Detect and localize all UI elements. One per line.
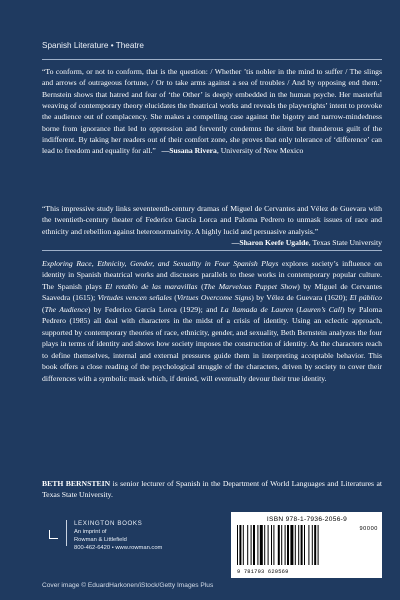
- attribution-affiliation: , University of New Mexico: [216, 146, 304, 156]
- praise-quote-text: “To conform, or not to conform, that is the question: / Whether ’tis nobler in the mind to suffer / The slings and arrows of outrageous fortune, / Or to take arms against a sea of troubles / And by opposing end them.’ Bernstein shows that hatred and fear of ‘the Other’ is deeply embedded in the human psyche. Her masterful weaving of contemporary theory elucidates the theatrical works and reveals the playwrights’ intent to provoke the audience out of complacency. She makes a compelling case against the bigotry and narrow-mindedness borne from ignorance that led to oppression and fervently condemns the silent but thunderous guilt of the indifferent. By taking her readers out of their comfort zone, she proves that only tolerance of ‘difference’ can lead to freedom and equality for all.”: [42, 67, 382, 156]
- description-text: ) by Paloma Pedrero (1985) all deal with characters in the midst of a crisis of identity. Using an eclectic approach, supported by contemporary theories of race, ethnicity, gender, and sexuality, Beth Bernstein analyzes the four plays in terms of identity and shows how society imposes the construction of identity. As the characters reach to define themselves, internal and external pressures guide them in interpreting acceptable behavior. This book offers a close reading of the psychological struggle of the characters, driven by society to cover their differences with a symbolic mask which, if denied, will eventually devour their true identity.: [42, 304, 383, 383]
- praise-attribution: [158, 146, 304, 155]
- description-text: (: [171, 293, 177, 303]
- barcode-digits: 9 781793 620569: [237, 569, 289, 575]
- play-title: El retablo de las maravillas: [105, 281, 198, 291]
- play-title: El público: [349, 293, 382, 303]
- author-bio: [42, 478, 382, 501]
- publisher-contact: 800-462-6420 • www.rowman.com: [74, 545, 163, 551]
- publisher-logo-icon: [42, 520, 67, 546]
- play-title-english: Lauren’s Call: [298, 304, 343, 314]
- praise-quote-1: [42, 66, 382, 157]
- publisher-imprint-line: An imprint of: [74, 529, 107, 535]
- play-title-english: The Audience: [44, 304, 88, 314]
- category-label: Spanish Literature • Theatre: [42, 41, 144, 50]
- description-text: (: [293, 304, 299, 314]
- play-title: Virtudes vencen señales: [97, 293, 172, 303]
- praise-quote-2: [42, 203, 382, 248]
- praise-quote-text: “This impressive study links seventeenth-century dramas of Miguel de Cervantes and Vélez de Guevara with the twentieth-century theater of Federico García Lorca and Paloma Pedrero to unmask issues of race and ethnicity and rebellion against heteronormativity. A highly lucid and persuasive analysis.”: [42, 204, 382, 236]
- book-description: [42, 258, 382, 384]
- cover-image-credit: Cover image © EduardHarkonen/iStock/Getty Images Plus: [42, 582, 214, 589]
- publisher-info: [74, 520, 162, 552]
- description-text: ) by Federico García Lorca (1929); and: [87, 304, 221, 314]
- praise-attribution: [42, 237, 382, 248]
- publisher-block: [42, 520, 202, 590]
- play-title-english: The Marvelous Puppet Show: [203, 281, 298, 291]
- author-name: BETH BERNSTEIN: [42, 479, 111, 488]
- description-text: explores society’s influence on identity in Spanish theatrical works and discusses parallels to these works in contemporary popular culture. The Spanish plays: [42, 259, 382, 291]
- middle-divider: [42, 250, 382, 251]
- description-text: ) by Vélez de Guevara (1620);: [251, 293, 350, 303]
- play-title: La llamada de Lauren: [220, 304, 294, 314]
- price-code: 90000: [359, 526, 378, 532]
- author-bio-text: is senior lecturer of Spanish in the Department of World Languages and Literatures at Texas State University.: [42, 479, 382, 500]
- attribution-affiliation: , Texas State University: [308, 238, 382, 248]
- book-title: Exploring Race, Ethnicity, Gender, and Sexuality in Four Spanish Plays: [42, 259, 279, 268]
- isbn-label: ISBN 978-1-7936-2056-9: [266, 516, 348, 523]
- description-text: (: [197, 281, 204, 291]
- barcode-icon: [237, 525, 345, 565]
- play-title-english: Virtues Overcome Signs: [176, 293, 252, 303]
- barcode-panel: [231, 512, 382, 578]
- attribution-name: —Susana Rivera: [161, 146, 217, 156]
- description-text: ) by Miguel de Cervantes Saavedra (1615);: [42, 281, 383, 303]
- publisher-name: LEXINGTON BOOKS: [74, 520, 143, 527]
- description-text: (: [42, 304, 45, 314]
- publisher-parent: Rowman & Littlefield: [74, 537, 127, 543]
- top-divider: [42, 59, 382, 60]
- attribution-name: —Sharon Keefe Ugalde: [231, 238, 309, 248]
